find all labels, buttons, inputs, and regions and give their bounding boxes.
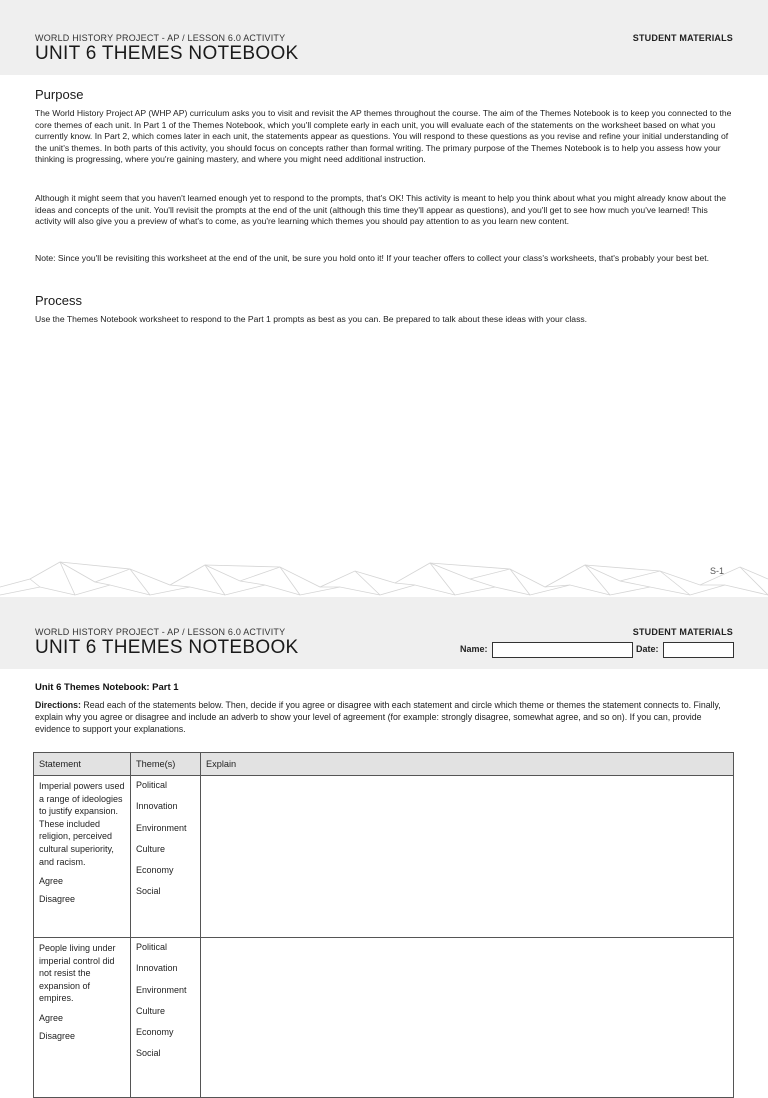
theme-option[interactable]: Economy — [136, 1027, 174, 1038]
statement-text: People living under imperial control did not resist the expansion of empires. — [39, 943, 116, 1004]
theme-option[interactable]: Environment — [136, 984, 187, 995]
page1-kicker: WORLD HISTORY PROJECT - AP / LESSON 6.0 ACTIVITY — [35, 33, 286, 43]
page2-kicker: WORLD HISTORY PROJECT - AP / LESSON 6.0 ACTIVITY — [35, 627, 286, 637]
name-label: Name: — [460, 644, 488, 654]
statement-cell — [34, 938, 131, 1098]
header-explain: Explain — [201, 753, 734, 776]
table-row — [34, 776, 734, 938]
date-field[interactable] — [663, 642, 734, 658]
theme-option[interactable]: Political — [136, 942, 168, 952]
disagree-option[interactable]: Disagree — [39, 1030, 76, 1041]
table-header-row — [34, 753, 734, 776]
page2-student-materials-label: STUDENT MATERIALS — [632, 627, 733, 637]
theme-option[interactable]: Social — [136, 1048, 161, 1059]
theme-option[interactable]: Culture — [136, 1005, 166, 1016]
theme-option[interactable]: Economy — [136, 865, 174, 876]
footer-triangle-pattern — [0, 557, 768, 597]
purpose-paragraph-1: The World History Project AP (WHP AP) curriculum asks you to visit and revisit the AP themes throughout the course. The aim of the Themes Notebook is to keep you connected to the core themes of each unit. In Part 1 of the Themes Notebook, which you'll complete early in each unit, you will evaluate each of the statements on the worksheet based on what you currently know. In Part 2, which comes later in each unit, the statements appear as questions. You will respond to these questions as you revise and refine your initial understanding of the unit's themes. In both parts of this activity, you should focus on concepts rather than formal writing. The primary purpose of the Themes Notebook is to help you assess how your thinking is progressing, where you're gaining mastery, and where you might need additional instruction. — [35, 108, 732, 164]
disagree-option[interactable]: Disagree — [39, 894, 76, 905]
part-title: Unit 6 Themes Notebook: Part 1 — [35, 682, 179, 693]
theme-option[interactable]: Innovation — [136, 963, 178, 974]
purpose-heading: Purpose — [35, 87, 84, 102]
theme-option[interactable]: Culture — [136, 843, 166, 854]
page1-student-materials-label: STUDENT MATERIALS — [632, 33, 733, 43]
explain-cell[interactable] — [201, 938, 734, 1098]
directions-text: Read each of the statements below. Then, decide if you agree or disagree with each statement and circle which theme or themes the statement connects to. Finally, explain why you agree or disagree and include an adverb to show your level of agreement (for example: strongly disagree, somewhat agree, and so on). If you can, provide evidence to support your explanations. — [35, 700, 721, 735]
purpose-paragraph-3: Note: Since you'll be revisiting this worksheet at the end of the unit, be sure you hold onto it! If your teacher offers to collect your class's worksheets, that's probably your best bet. — [35, 253, 710, 263]
theme-option[interactable]: Innovation — [136, 801, 178, 812]
page2-title: UNIT 6 THEMES NOTEBOOK — [35, 637, 299, 658]
explain-cell[interactable] — [201, 776, 734, 938]
theme-option[interactable]: Social — [136, 886, 161, 897]
themes-cell — [131, 938, 201, 1098]
directions-label: Directions: — [35, 700, 81, 710]
statement-cell — [34, 776, 131, 938]
table-row — [34, 938, 734, 1098]
purpose-paragraph-2: Although it might seem that you haven't learned enough yet to respond to the prompts, that's OK! This activity is meant to help you think about what you might already know about the ideas and concepts of the unit. You'll revisit the prompts at the end of the unit (although this time they'll appear as questions), and you'll get to see how much you've learned! This activity will also give you a preview of what's to come, as you're learning which themes you should pay attention to as you learn new content. — [35, 193, 727, 226]
date-label: Date: — [636, 644, 659, 654]
page-number: S-1 — [709, 566, 724, 576]
statement-text: Imperial powers used a range of ideologies to justify expansion. These included religion, perceived cultural superiority, and racism. — [39, 781, 125, 867]
agree-option[interactable]: Agree — [39, 1012, 64, 1023]
page1-title: UNIT 6 THEMES NOTEBOOK — [35, 43, 299, 64]
themes-table — [33, 752, 734, 1098]
theme-option[interactable]: Political — [136, 780, 168, 790]
process-paragraph: Use the Themes Notebook worksheet to respond to the Part 1 prompts as best as you can. Be prepared to talk about these ideas with your class. — [35, 314, 588, 324]
name-field[interactable] — [492, 642, 633, 658]
directions — [35, 699, 735, 736]
theme-option[interactable]: Environment — [136, 822, 187, 833]
themes-cell — [131, 776, 201, 938]
header-themes: Theme(s) — [131, 753, 201, 776]
agree-option[interactable]: Agree — [39, 876, 64, 887]
header-statement: Statement — [34, 753, 131, 776]
process-heading: Process — [35, 293, 82, 308]
